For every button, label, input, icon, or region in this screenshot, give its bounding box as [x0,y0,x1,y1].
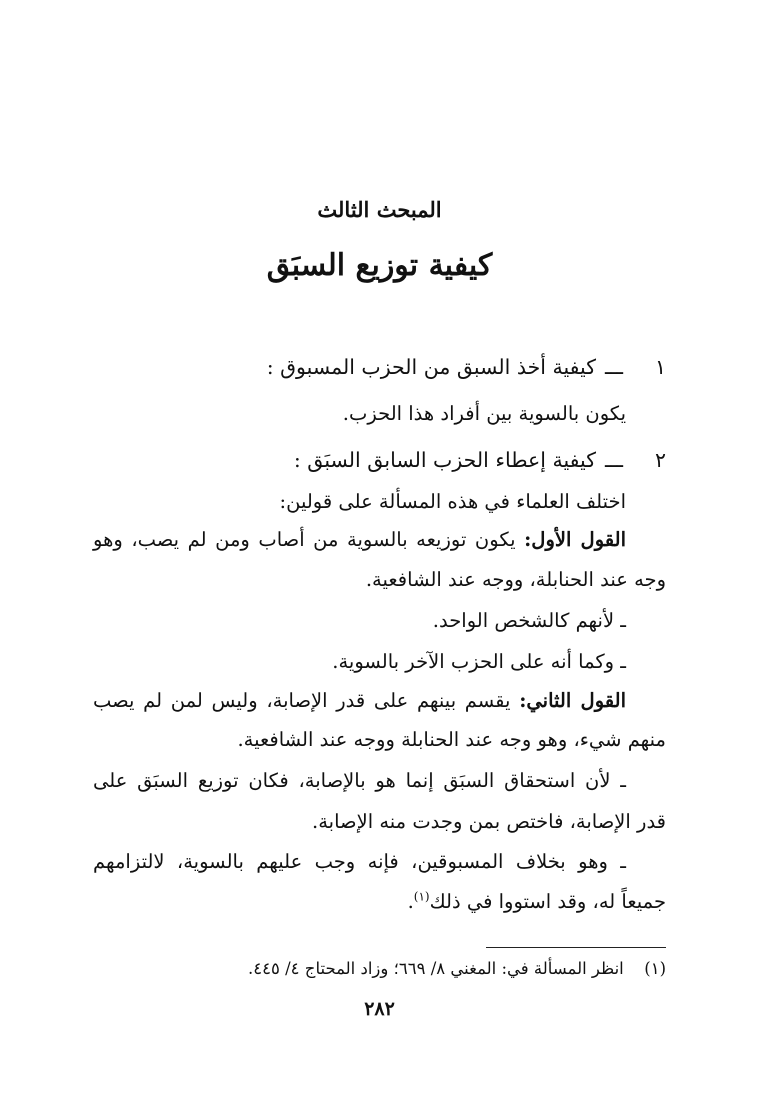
item-2-heading [294,446,666,474]
item-1-title: كيفية أخذ السبق من الحزب المسبوق : [266,355,596,379]
item-1-dash: ـــ [604,355,624,379]
opinion-2-reason-2-line-1: ـ وهو بخلاف المسبوقين، فإنه وجب عليهم بالسوية، لالتزامهم [93,850,626,873]
opinion-1-text: يكون توزيعه بالسوية من أصاب ومن لم يصب، وهو [93,528,516,551]
intro-text: اختلف العلماء في هذه المسألة على قولين: [279,490,626,513]
opinion-2-text: يقسم بينهم على قدر الإصابة، وليس لمن لم يصب [93,689,511,712]
opinion-2-label: القول الثاني: [519,689,627,712]
item-2-number: ٢ [654,448,666,472]
footnote-marker: (١) [644,959,666,978]
item-2-dash: ـــ [604,448,624,472]
section-label: المبحث الثالث [317,197,442,222]
opinion-1-reason-2: ـ وكما أنه على الحزب الآخر بالسوية. [332,650,626,673]
page-number: ٢٨٢ [364,998,395,1020]
footnote-divider [486,947,666,948]
item-1-text: يكون بالسوية بين أفراد هذا الحزب. [342,402,626,425]
opinion-2-line-2: منهم شيء، وهو وجه عند الحنابلة ووجه عند الشافعية. [237,728,666,751]
opinion-2-reason-1-line-1: ـ لأن استحقاق السبَق إنما هو بالإصابة، فكان توزيع السبَق على [93,769,626,792]
opinion-2-reason-2-line-2 [408,888,666,916]
item-2-title: كيفية إعطاء الحزب السابق السبَق : [293,448,596,472]
opinion-1-line-1 [93,526,626,554]
opinion-2-line-1 [93,687,626,715]
section-title: كيفية توزيع السبَق [266,248,493,283]
item-1-heading [267,353,666,381]
opinion-2-reason-1-line-2: قدر الإصابة، فاختص بمن وجدت منه الإصابة. [312,810,666,833]
opinion-1-line-2: وجه عند الحنابلة، ووجه عند الشافعية. [365,568,666,591]
footnote [248,955,666,983]
opinion-1-reason-1: ـ لأنهم كالشخص الواحد. [432,609,626,632]
opinion-2-reason-2-text: جميعاً له، وقد استووا في ذلك [429,890,666,913]
sentence-end: . [407,890,414,913]
footnote-text: انظر المسألة في: المغني ٨/ ٦٦٩؛ وزاد المحتاج ٤/ ٤٤٥. [248,959,624,978]
footnote-reference: (١) [413,889,430,904]
opinion-1-label: القول الأول: [524,528,626,551]
item-1-number: ١ [654,355,666,379]
